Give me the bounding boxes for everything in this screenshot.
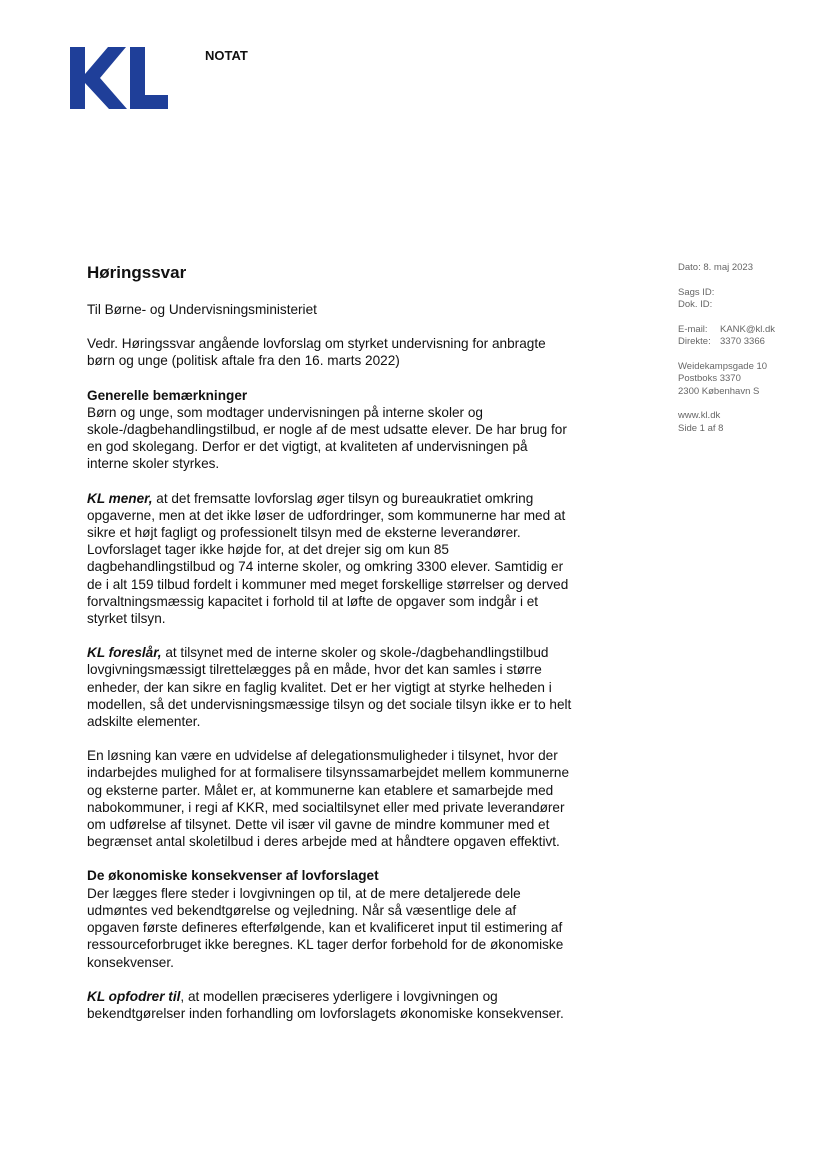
paragraph-kl-foreslaar (87, 644, 572, 730)
paragraph-text: Børn og unge, som modtager undervisningen på interne skoler og skole-/dagbehandlingstilbud, er nogle af de mest udsatte elever. De har brug for en god skolegang. Derfor er det vigtigt, at kvaliteten af undervisningen på interne skoler styrkes. (87, 404, 567, 472)
section-general (87, 387, 572, 473)
email-value[interactable]: KANK@kl.dk (720, 323, 776, 335)
address-line: Weidekampsgade 10 (678, 360, 768, 372)
paragraph-lead: KL mener, (87, 490, 153, 506)
website-link[interactable]: www.kl.dk (678, 410, 721, 421)
document-body (87, 263, 572, 1039)
phone-row (678, 336, 818, 349)
section-heading: Generelle bemærkninger (87, 387, 248, 403)
paragraph-solution: En løsning kan være en udvidelse af delegationsmuligheder i tilsynet, hvor der indarbejdes mulighed for at formalisere tilsynssamarbejdet mellem kommunerne og eksterne parter. Målet er, at kommunerne kan etablere et samarbejde med nabokommuner, i regi af KKR, med socialtilsynet eller med private leverandører om udførelse af tilsynet. Dette vil især vil gavne de mindre kommuner med et begrænset antal skoletilbud i deres arbejde med at håndtere opgaven effektivt. (87, 748, 570, 850)
subject: Vedr. Høringssvar angående lovforslag om styrket undervisning for anbragte børn og unge (politisk aftale fra den 16. marts 2022) (87, 336, 546, 369)
paragraph-text: , at modellen præciseres yderligere i lovgivningen og bekendtgørelser inden forhandling om lovforslagets økonomiske konsekvenser. (87, 988, 564, 1021)
address-line: 2300 København S (678, 385, 760, 397)
kl-logo (70, 47, 170, 109)
recipient: Til Børne- og Undervisningsministeriet (87, 302, 317, 317)
document-title: Høringssvar (87, 263, 187, 282)
paragraph-kl-mener (87, 490, 572, 628)
section-heading: De økonomiske konsekvenser af lovforslaget (87, 868, 379, 884)
case-id: Sags ID: (678, 286, 715, 298)
phone-label: Direkte: (678, 336, 711, 347)
email-label: E-mail: (678, 323, 708, 335)
paragraph-kl-opfodrer (87, 988, 572, 1022)
page-number: Side 1 af 8 (678, 422, 724, 434)
date: Dato: 8. maj 2023 (678, 262, 753, 273)
paragraph-lead: KL opfodrer til (87, 988, 181, 1004)
document-type: NOTAT (205, 48, 248, 63)
paragraph-text: Der lægges flere steder i lovgivningen op til, at de mere detaljerede dele udmøntes ved bekendtgørelse og vejledning. Når så væsentlige dele af opgaven første defineres efterfølgende, kan et kvalificeret input til estimering af ressourceforbruget ikke beregnes. KL tager derfor forbehold for de økonomiske konsekvenser. (87, 885, 564, 970)
paragraph-lead: KL foreslår, (87, 645, 162, 661)
section-economic (87, 867, 572, 970)
email-row (678, 324, 818, 337)
address-line: Postboks 3370 (678, 373, 741, 384)
phone-value: 3370 3366 (720, 336, 765, 347)
doc-id: Dok. ID: (678, 299, 713, 310)
paragraph-text: at det fremsatte lovforslag øger tilsyn og bureaukratiet omkring opgaverne, men at det ikke løser de udfordringer, som kommunerne har med at sikre et højt fagligt og professionelt tilsyn med de eksterne leverandører. Lovforslaget tager ikke højde for, at det drejer sig om kun 85 dagbehandlingstilbud og 74 interne skoler, og omkring 3300 elever. Samtidig er de i alt 159 tilbud fordelt i kommuner med meget forskellige størrelser og derved forvaltningsmæssig kapacitet i forhold til at løfte de opgaver som indgår i et styrket tilsyn. (87, 490, 569, 627)
paragraph-text: at tilsynet med de interne skoler og skole-/dagbehandlingstilbud lovgivningsmæssigt tilrettelægges på en måde, hvor det kan samles i større enheder, der kan sikre en faglig kvalitet. Det er her vigtigt at styrke helheden i modellen, så det undervisningsmæssige tilsyn og det sociale tilsyn ikke er to helt adskilte elementer. (87, 645, 572, 730)
document-metadata (678, 262, 818, 447)
